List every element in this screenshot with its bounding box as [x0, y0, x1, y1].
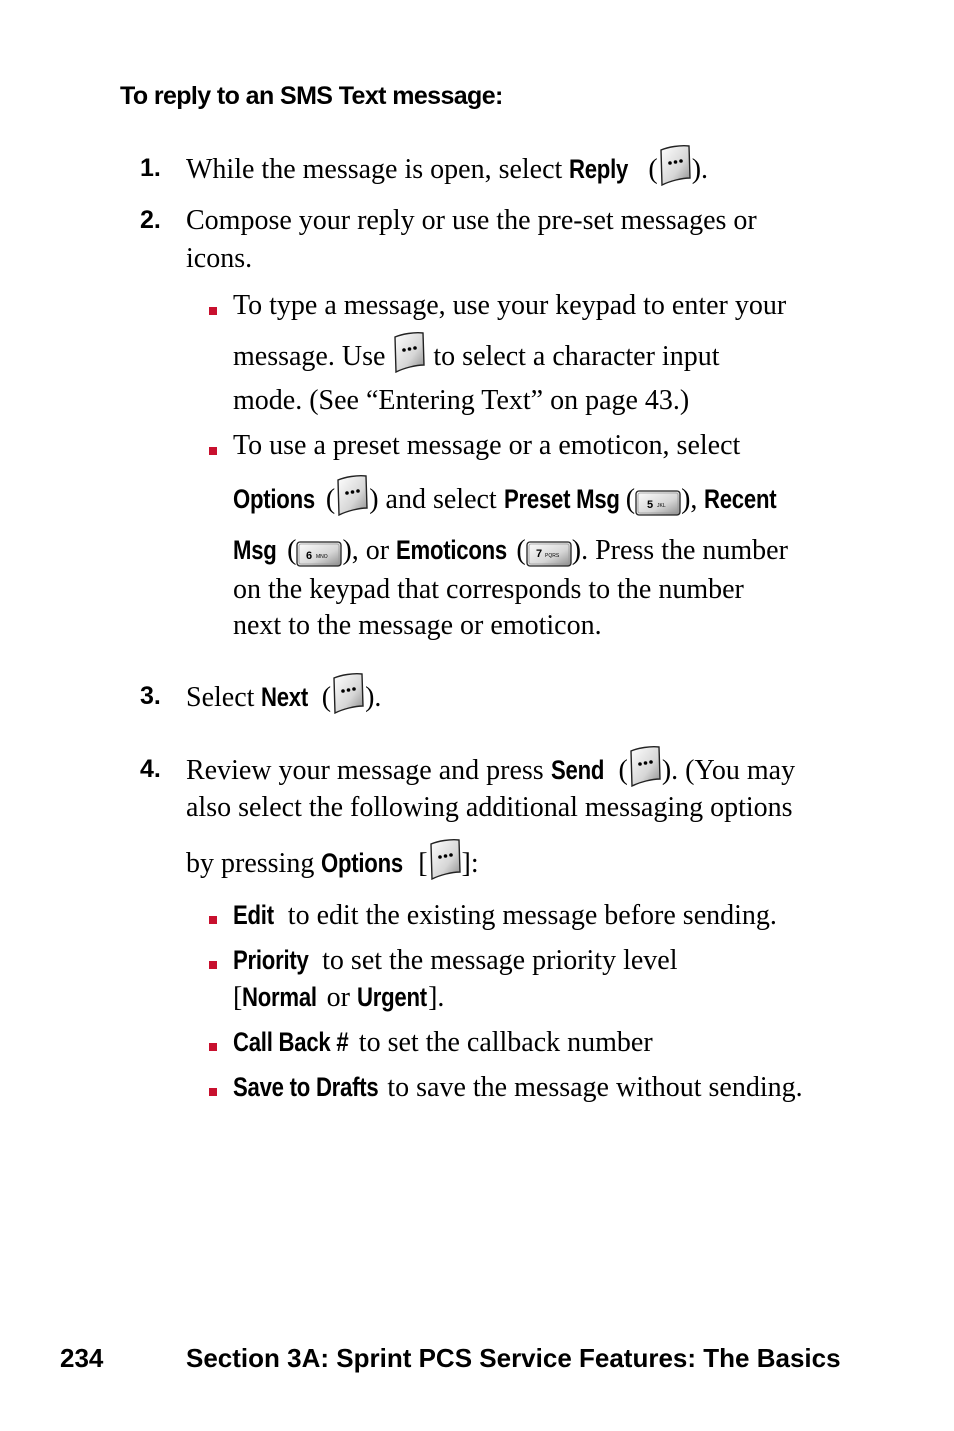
- normal-label: Normal: [242, 982, 318, 1012]
- text-press-number: ). Press the number: [571, 535, 788, 566]
- bracket-close: ]:: [461, 848, 479, 879]
- bracket-open: [: [233, 982, 243, 1013]
- text-or: ), or: [342, 535, 397, 566]
- bracket-close: ].: [428, 982, 445, 1013]
- step-number-3: 3.: [140, 682, 161, 710]
- paren-close: ).: [365, 682, 382, 713]
- paren-open: (: [611, 755, 628, 786]
- bullet-1-line-2: [233, 338, 719, 376]
- step-number-2: 2.: [140, 206, 161, 234]
- bullet-2-line-2: [233, 480, 793, 519]
- softkey-icon: [658, 144, 692, 186]
- bullet-1-line-1: To type a message, use your keypad to enter your: [233, 290, 787, 321]
- bullet-marker: [209, 307, 217, 315]
- option-priority-text: to set the message priority level: [315, 945, 678, 976]
- bullet-2-line-1: To use a preset message or a emoticon, select: [233, 430, 741, 461]
- option-call-back-text: to set the callback number: [351, 1027, 653, 1058]
- step-number-1: 1.: [140, 154, 161, 182]
- option-save-to-drafts: [233, 1068, 803, 1107]
- paren-open: (: [280, 535, 297, 566]
- key-5-digit: 5: [647, 498, 654, 511]
- text-and-select: ) and select: [369, 484, 504, 515]
- step-1-text: [186, 150, 708, 189]
- softkey-icon: [428, 838, 462, 880]
- section-footer: Section 3A: Sprint PCS Service Features: The Basics: [186, 1343, 841, 1373]
- step-4-line-3: [186, 844, 479, 883]
- call-back-label: Call Back #: [233, 1027, 349, 1057]
- step-3-text: [186, 678, 381, 717]
- edit-label: Edit: [233, 900, 274, 930]
- bullet-1-line-3: mode. (See “Entering Text” on page 43.): [233, 385, 690, 416]
- step-1-pre: While the message is open, select: [186, 154, 570, 185]
- bullet-2-line-5: next to the message or emoticon.: [233, 610, 602, 641]
- send-label: Send: [550, 755, 604, 785]
- key-5-letters: JKL: [657, 502, 666, 509]
- paren-open: (: [314, 682, 332, 713]
- paren-open: (: [618, 484, 636, 515]
- bullet-marker: [209, 1088, 217, 1096]
- urgent-label: Urgent: [356, 982, 427, 1012]
- options-label: Options: [321, 848, 404, 878]
- bullet-marker: [209, 961, 217, 969]
- step-4-pre: Review your message and press: [186, 755, 551, 786]
- bullet-2-line-4: on the keypad that corresponds to the number: [233, 574, 744, 605]
- bullet-marker: [209, 1043, 217, 1051]
- section-heading: To reply to an SMS Text message:: [120, 82, 503, 110]
- key-6-letters: MNO: [316, 553, 329, 560]
- option-edit: [233, 896, 777, 935]
- text-comma: ),: [681, 484, 705, 515]
- recent-label: Recent: [704, 484, 777, 514]
- bullet-marker: [209, 447, 217, 455]
- msg-label: Msg: [233, 535, 277, 565]
- softkey-icon: [331, 672, 365, 714]
- option-edit-text: to edit the existing message before sending.: [280, 900, 777, 931]
- option-priority: [233, 941, 678, 980]
- paren-close: ).: [691, 154, 709, 185]
- step-2-line-2: icons.: [186, 243, 253, 274]
- step-3-pre: Select: [186, 682, 262, 713]
- key-6-icon: [296, 540, 342, 566]
- preset-msg-label: Preset Msg: [503, 484, 620, 514]
- bullet-1-l2-post: to select a character input: [426, 341, 720, 372]
- page-number: 234: [60, 1343, 104, 1373]
- priority-label: Priority: [233, 945, 309, 975]
- emoticons-label: Emoticons: [396, 535, 508, 565]
- paren-open: (: [509, 535, 526, 566]
- softkey-icon: [335, 474, 369, 516]
- step-number-4: 4.: [140, 755, 161, 783]
- bullet-marker: [209, 916, 217, 924]
- option-save-text: to save the message without sending.: [380, 1072, 803, 1103]
- reply-label: Reply: [569, 154, 629, 184]
- key-6-digit: 6: [306, 549, 313, 562]
- softkey-icon: [628, 745, 662, 787]
- key-5-icon: [635, 489, 681, 515]
- key-7-icon: [526, 540, 572, 566]
- save-to-drafts-label: Save to Drafts: [233, 1072, 379, 1102]
- step-4-line-2: also select the following additional messaging options: [186, 792, 793, 823]
- step-4-line-1: [186, 751, 795, 790]
- option-call-back: [233, 1023, 653, 1062]
- option-priority-line-2: [233, 978, 444, 1017]
- paren-open: (: [318, 484, 336, 515]
- text-or: or: [319, 982, 357, 1013]
- paren-open: (: [641, 154, 658, 185]
- key-7-digit: 7: [535, 547, 542, 560]
- bracket-open: [: [411, 848, 428, 879]
- step-2-line-1: Compose your reply or use the pre-set messages or: [186, 205, 757, 236]
- bullet-1-l2-pre: message. Use: [233, 341, 393, 372]
- next-label: Next: [261, 682, 309, 712]
- key-7-letters: PQRS: [544, 552, 559, 559]
- softkey-icon: [392, 331, 426, 373]
- bullet-2-line-3: [233, 531, 788, 570]
- options-label: Options: [233, 484, 315, 514]
- step-4-l3-pre: by pressing: [186, 848, 322, 879]
- step-4-post: ). (You may: [661, 755, 796, 786]
